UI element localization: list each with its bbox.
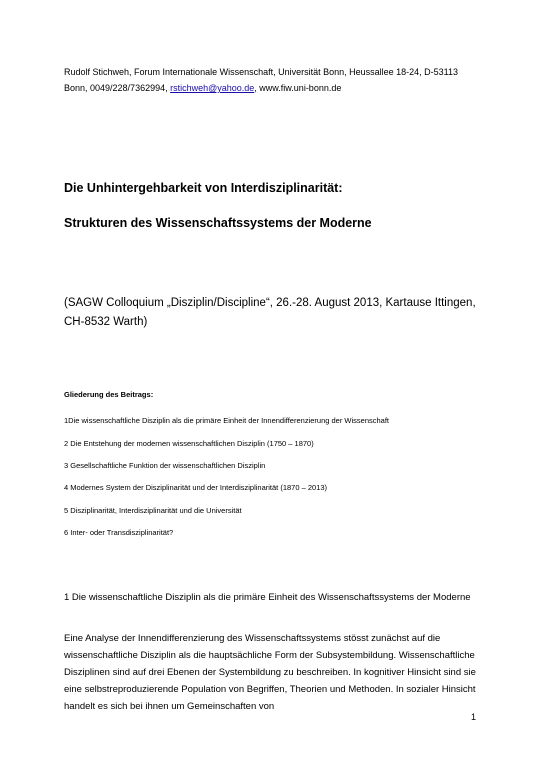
author-contact-block	[64, 64, 484, 96]
outline-heading: Gliederung des Beitrags:	[64, 390, 154, 399]
outline-item: 1Die wissenschaftliche Disziplin als die primäre Einheit der Innendifferenzierung der Wissenschaft	[64, 416, 390, 425]
outline-item: 4 Modernes System der Disziplinarität und der Interdisziplinarität (1870 – 2013)	[64, 483, 328, 492]
author-website: , www.fiw.uni-bonn.de	[254, 83, 342, 93]
section-1-paragraph: Eine Analyse der Innendifferenzierung des Wissenschaftssystems stösst zunächst auf die wissenschaftliche Disziplin als die hauptsächliche Form der Subsystembildung. Wissenschaftliche Disziplinen sind auf drei Ebenen der Systembildung zu beschreiben. In kognitiver Hinsicht sind sie eine selbstreproduzierende Population von Begriffen, Theorien und Methoden. In sozialer Hinsicht handelt es sich bei ihnen um Gemeinschaften von	[64, 633, 476, 712]
author-affiliation: Rudolf Stichweh, Forum Internationale Wissenschaft, Universität Bonn, Heussallee 18-24, D-53113	[64, 67, 459, 77]
outline-item: 6 Inter- oder Transdisziplinarität?	[64, 528, 174, 537]
document-title-line1: Die Unhintergehbarkeit von Interdisziplinarität:	[64, 181, 343, 195]
document-title-line2: Strukturen des Wissenschaftssystems der Moderne	[64, 216, 372, 230]
author-address-phone: Bonn, 0049/228/7362994,	[64, 83, 171, 93]
section-1-heading: 1 Die wissenschaftliche Disziplin als die primäre Einheit des Wissenschaftssystems der Moderne	[64, 592, 471, 603]
author-email-link[interactable]: rstichweh@yahoo.de	[170, 83, 255, 93]
outline-item: 5 Disziplinarität, Interdisziplinarität und die Universität	[64, 506, 242, 515]
colloquium-subtitle: (SAGW Colloquium „Disziplin/Discipline“, 26.-28. August 2013, Kartause Ittingen, CH-8532 Warth)	[64, 297, 476, 328]
outline-item: 2 Die Entstehung der modernen wissenschaftlichen Disziplin (1750 – 1870)	[64, 439, 314, 448]
page-number: 1	[471, 712, 477, 722]
outline-item: 3 Gesellschaftliche Funktion der wissenschaftlichen Disziplin	[64, 461, 266, 470]
